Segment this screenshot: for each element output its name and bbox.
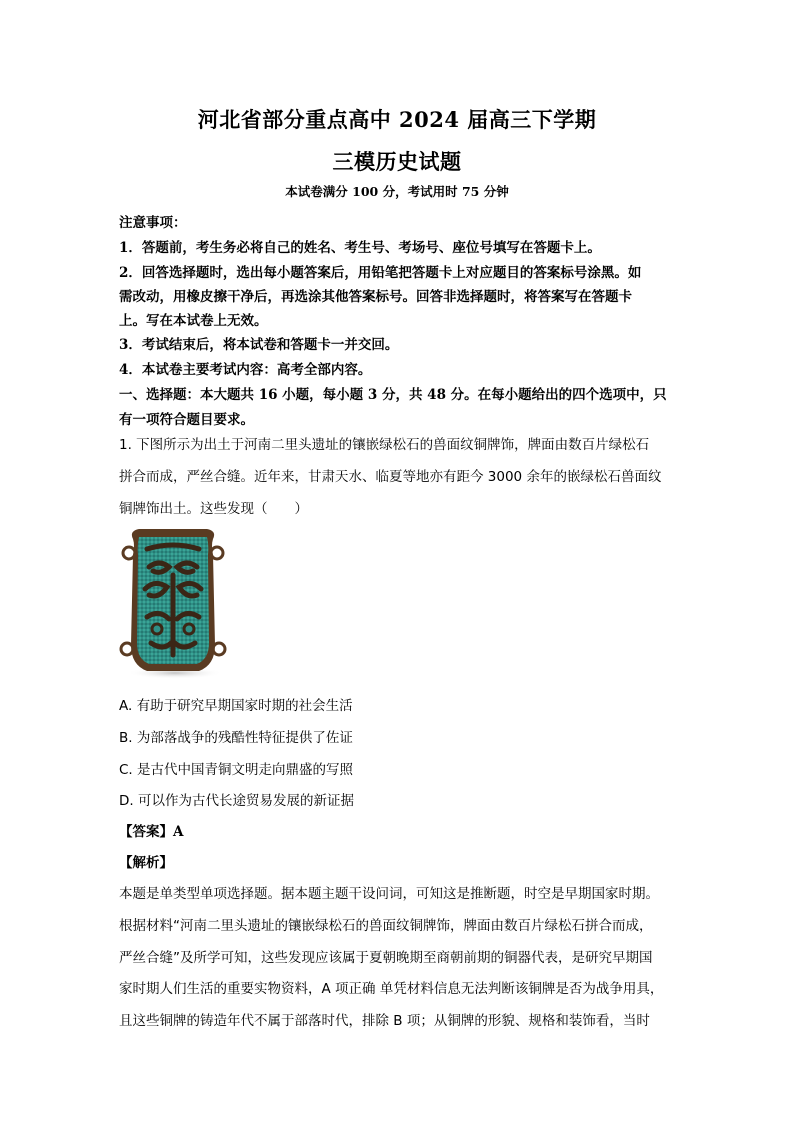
section-heading-line-2: 有一项符合题目要求。 [119,412,254,428]
plaque-illustration [119,525,227,680]
option-b: B. 为部落战争的残酷性特征提供了佐证 [119,730,353,746]
title-line-2: 三模历史试题 [332,149,462,174]
option-a: A. 有助于研究早期国家时期的社会生活 [119,698,353,714]
note-item: 3．考试结束后，将本试卷和答题卡一并交回。 [119,337,399,353]
exam-info: 本试卷满分 100 分，考试用时 75 分钟 [285,184,509,199]
analysis-line: 根据材料“河南二里头遗址的镶嵌绿松石的兽面纹铜牌饰，牌面由数百片绿松石拼合而成， [119,918,653,934]
question-1-line: 铜牌饰出土。这些发现（ ） [119,501,308,517]
section-heading-line-1: 一、选择题：本大题共 16 小题，每小题 3 分，共 48 分。在每小题给出的四个选项中，只 [119,387,667,403]
answer-label: 【答案】A [119,824,184,840]
analysis-line: 本题是单类型单项选择题。据本题主题干设问词，可知这是推断题，时空是早期国家时期。 [119,886,659,902]
note-item: 需改动，用橡皮擦干净后，再选涂其他答案标号。回答非选择题时，将答案写在答题卡 [119,289,632,305]
notes-heading: 注意事项： [119,215,187,231]
option-d: D. 可以作为古代长途贸易发展的新证据 [119,793,354,809]
title-line-1: 河北省部分重点高中 2024 届高三下学期 [197,107,597,132]
analysis-heading: 【解析】 [119,855,173,871]
question-1-line: 拼合而成，严丝合缝。近年来，甘肃天水、临夏等地亦有距今 3000 余年的嵌绿松石兽面纹 [119,469,662,485]
question-1-line: 1. 下图所示为出土于河南二里头遗址的镶嵌绿松石的兽面纹铜牌饰，牌面由数百片绿松石 [119,437,650,453]
note-item: 2．回答选择题时，选出每小题答案后，用铅笔把答题卡上对应题目的答案标号涂黑。如 [119,265,642,281]
analysis-line: 家时期人们生活的重要实物资料，A 项正确 单凭材料信息无法判断该铜牌是否为战争用具， [119,981,664,997]
analysis-line: 严丝合缝”及所学可知，这些发现应该属于夏朝晚期至商朝前期的铜器代表，是研究早期国 [119,950,653,966]
analysis-line: 且这些铜牌的铸造年代不属于部落时代，排除 B 项；从铜牌的形貌、规格和装饰看，当时 [119,1013,650,1029]
turquoise-bronze-plaque-image [119,525,227,680]
note-item: 上。写在本试卷上无效。 [119,313,268,329]
note-item: 1．答题前，考生务必将自己的姓名、考生号、考场号、座位号填写在答题卡上。 [119,240,601,256]
note-item: 4．本试卷主要考试内容：高考全部内容。 [119,362,372,378]
option-c: C. 是古代中国青铜文明走向鼎盛的写照 [119,762,354,778]
